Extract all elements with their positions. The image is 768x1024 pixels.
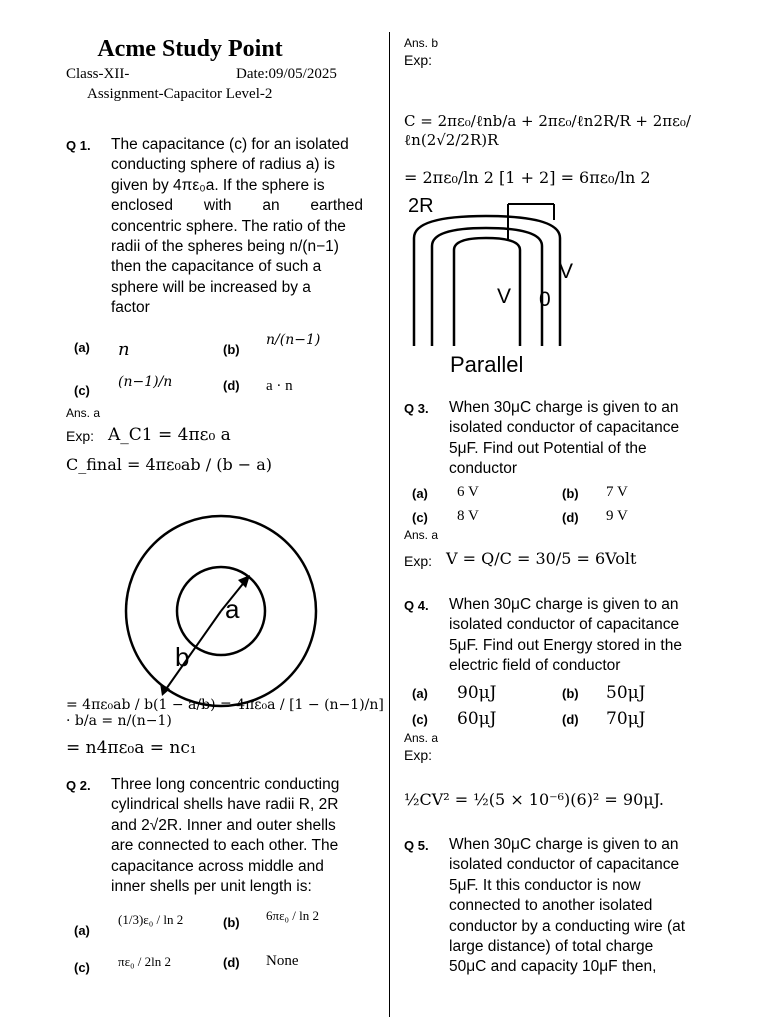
option-value: 6 V: [457, 484, 479, 500]
question-line: 5μF. Find out Potential of the: [449, 439, 647, 457]
question-line: conducting sphere of radius a) is: [111, 156, 336, 174]
question-line: concentric sphere. The ratio of the: [111, 217, 346, 235]
question-line: When 30μC charge is given to an: [449, 596, 679, 613]
question-line: 50μC and capacity 10μF then,: [449, 958, 657, 976]
answer: Ans. a: [404, 528, 439, 542]
question-line: isolated conductor of capacitance: [449, 419, 680, 437]
question-number: Q 2.: [66, 778, 91, 793]
option-value: n/(n−1): [266, 332, 321, 348]
label-zero: 0: [539, 288, 551, 311]
question-line: cylindrical shells have radii R, 2R: [111, 796, 339, 814]
exp-equation: = 4πε₀ab / b(1 − a/b) = 4πε₀a / [1 − (n−1)/n] · b/a = n/(n−1): [66, 697, 384, 729]
question-line: factor: [111, 299, 150, 317]
question-number: Q 1.: [66, 138, 91, 153]
question-line: isolated conductor of capacitance: [449, 616, 680, 634]
question-line: large distance) of total charge: [449, 938, 654, 956]
question-line: When 30μC charge is given to an: [449, 399, 679, 416]
option-label: (a): [412, 486, 428, 501]
class-label: Class-XII-: [66, 66, 130, 82]
question-line: Three long concentric conducting: [111, 776, 340, 793]
question-4-text: [449, 595, 701, 677]
question-line: conductor by a conducting wire (at: [449, 917, 686, 935]
exp-equation: C_final = 4πε₀ab / (b − a): [66, 455, 273, 474]
option-label: (c): [74, 383, 90, 398]
question-line: isolated conductor of capacitance: [449, 856, 680, 874]
label-2R: 2R: [408, 195, 434, 217]
question-3-text: [449, 398, 701, 480]
option-label: (b): [562, 686, 579, 701]
question-line: enclosed with an earthed: [111, 197, 363, 215]
institute-title: Acme Study Point: [97, 36, 283, 62]
option-value: 50μJ: [606, 683, 646, 703]
option-label: (d): [562, 712, 579, 727]
concentric-cylinders-diagram: [404, 186, 594, 378]
option-label: (b): [223, 342, 240, 357]
label-a: a: [225, 594, 240, 624]
option-value: (n−1)/n: [118, 374, 173, 390]
exp-label: Exp:: [404, 553, 433, 569]
option-value: (1/3)ε₀ / ln 2: [118, 912, 184, 927]
option-value: 60μJ: [457, 709, 497, 729]
label-v-inner: V: [497, 285, 512, 308]
question-line: The capacitance (c) for an isolated: [111, 136, 349, 153]
question-line: given by 4πε₀a. If the sphere is: [111, 176, 325, 194]
exp-label: Exp:: [404, 747, 433, 763]
question-line: capacitance across middle and: [111, 857, 324, 875]
option-value: 7 V: [606, 484, 628, 500]
question-number: Q 5.: [404, 838, 429, 853]
option-label: (b): [223, 915, 240, 930]
label-parallel: Parallel: [450, 352, 524, 377]
answer: Ans. a: [66, 406, 101, 420]
assignment-title: Assignment-Capacitor Level-2: [87, 86, 273, 102]
option-label: (a): [74, 923, 90, 938]
question-line: conductor: [449, 460, 518, 478]
question-line: are connected to each other. The: [111, 837, 339, 855]
option-value: a · n: [266, 378, 293, 394]
exp-equation: = n4πε₀a = nc₁: [66, 738, 197, 758]
arrowhead: [238, 575, 250, 588]
question-line: connected to another isolated: [449, 897, 653, 915]
exp-equation: = 2πε₀/ln 2 [1 + 2] = 6πε₀/ln 2: [404, 168, 651, 187]
question-line: sphere will be increased by a: [111, 278, 311, 296]
option-value: 9 V: [606, 508, 628, 524]
exp-label: Exp:: [66, 428, 95, 444]
option-label: (c): [74, 960, 90, 975]
column-divider: [389, 32, 390, 1017]
option-label: (c): [412, 510, 428, 525]
question-line: radii of the spheres being n/(n−1): [111, 238, 339, 256]
option-value: 70μJ: [606, 709, 646, 729]
outer-cylinder: [414, 216, 560, 346]
radius-b-arrow: [164, 611, 221, 692]
label-v-outer: V: [559, 260, 574, 283]
exp-label: Exp:: [404, 52, 433, 68]
option-label: (a): [74, 340, 90, 355]
exp-equation: C = 2πε₀/ℓnb/a + 2πε₀/ℓn2R/R + 2πε₀/ℓn(2√2/2R)R: [404, 112, 691, 149]
option-label: (a): [412, 686, 428, 701]
question-line: 5μF. Find out Energy stored in the: [449, 636, 682, 654]
option-value: 6πε₀ / ln 2: [266, 908, 320, 923]
answer: Ans. b: [404, 36, 439, 50]
exp-equation: A_C1 = 4πε₀ a: [108, 425, 231, 445]
middle-cylinder: [432, 228, 542, 346]
exp-equation: V = Q/C = 30/5 = 6Volt: [446, 549, 637, 568]
question-5-text: [449, 835, 701, 978]
question-2-text: [111, 775, 363, 897]
question-number: Q 3.: [404, 401, 429, 416]
option-label: (b): [562, 486, 579, 501]
option-value: 90μJ: [457, 683, 497, 703]
question-line: then the capacitance of such a: [111, 258, 322, 276]
option-label: (c): [412, 712, 428, 727]
question-line: 5μF. It this conductor is now: [449, 876, 641, 894]
question-line: inner shells per unit length is:: [111, 878, 312, 896]
option-label: (d): [223, 955, 240, 970]
option-value: None: [266, 953, 299, 969]
answer: Ans. a: [404, 731, 439, 745]
question-line: electric field of conductor: [449, 657, 621, 675]
option-label: (d): [562, 510, 579, 525]
option-value: 8 V: [457, 508, 479, 524]
question-line: and 2√2R. Inner and outer shells: [111, 816, 336, 834]
option-value: n: [118, 339, 130, 360]
date-label: Date:09/05/2025: [236, 66, 337, 82]
option-value: πε₀ / 2ln 2: [118, 954, 172, 969]
option-label: (d): [223, 378, 240, 393]
exp-equation: ½CV² = ½(5 × 10⁻⁶)(6)² = 90μJ.: [404, 790, 664, 809]
question-number: Q 4.: [404, 598, 429, 613]
label-b: b: [175, 642, 190, 672]
question-1-text: [111, 135, 363, 319]
question-line: When 30μC charge is given to an: [449, 836, 679, 853]
concentric-spheres-diagram: [60, 514, 330, 714]
